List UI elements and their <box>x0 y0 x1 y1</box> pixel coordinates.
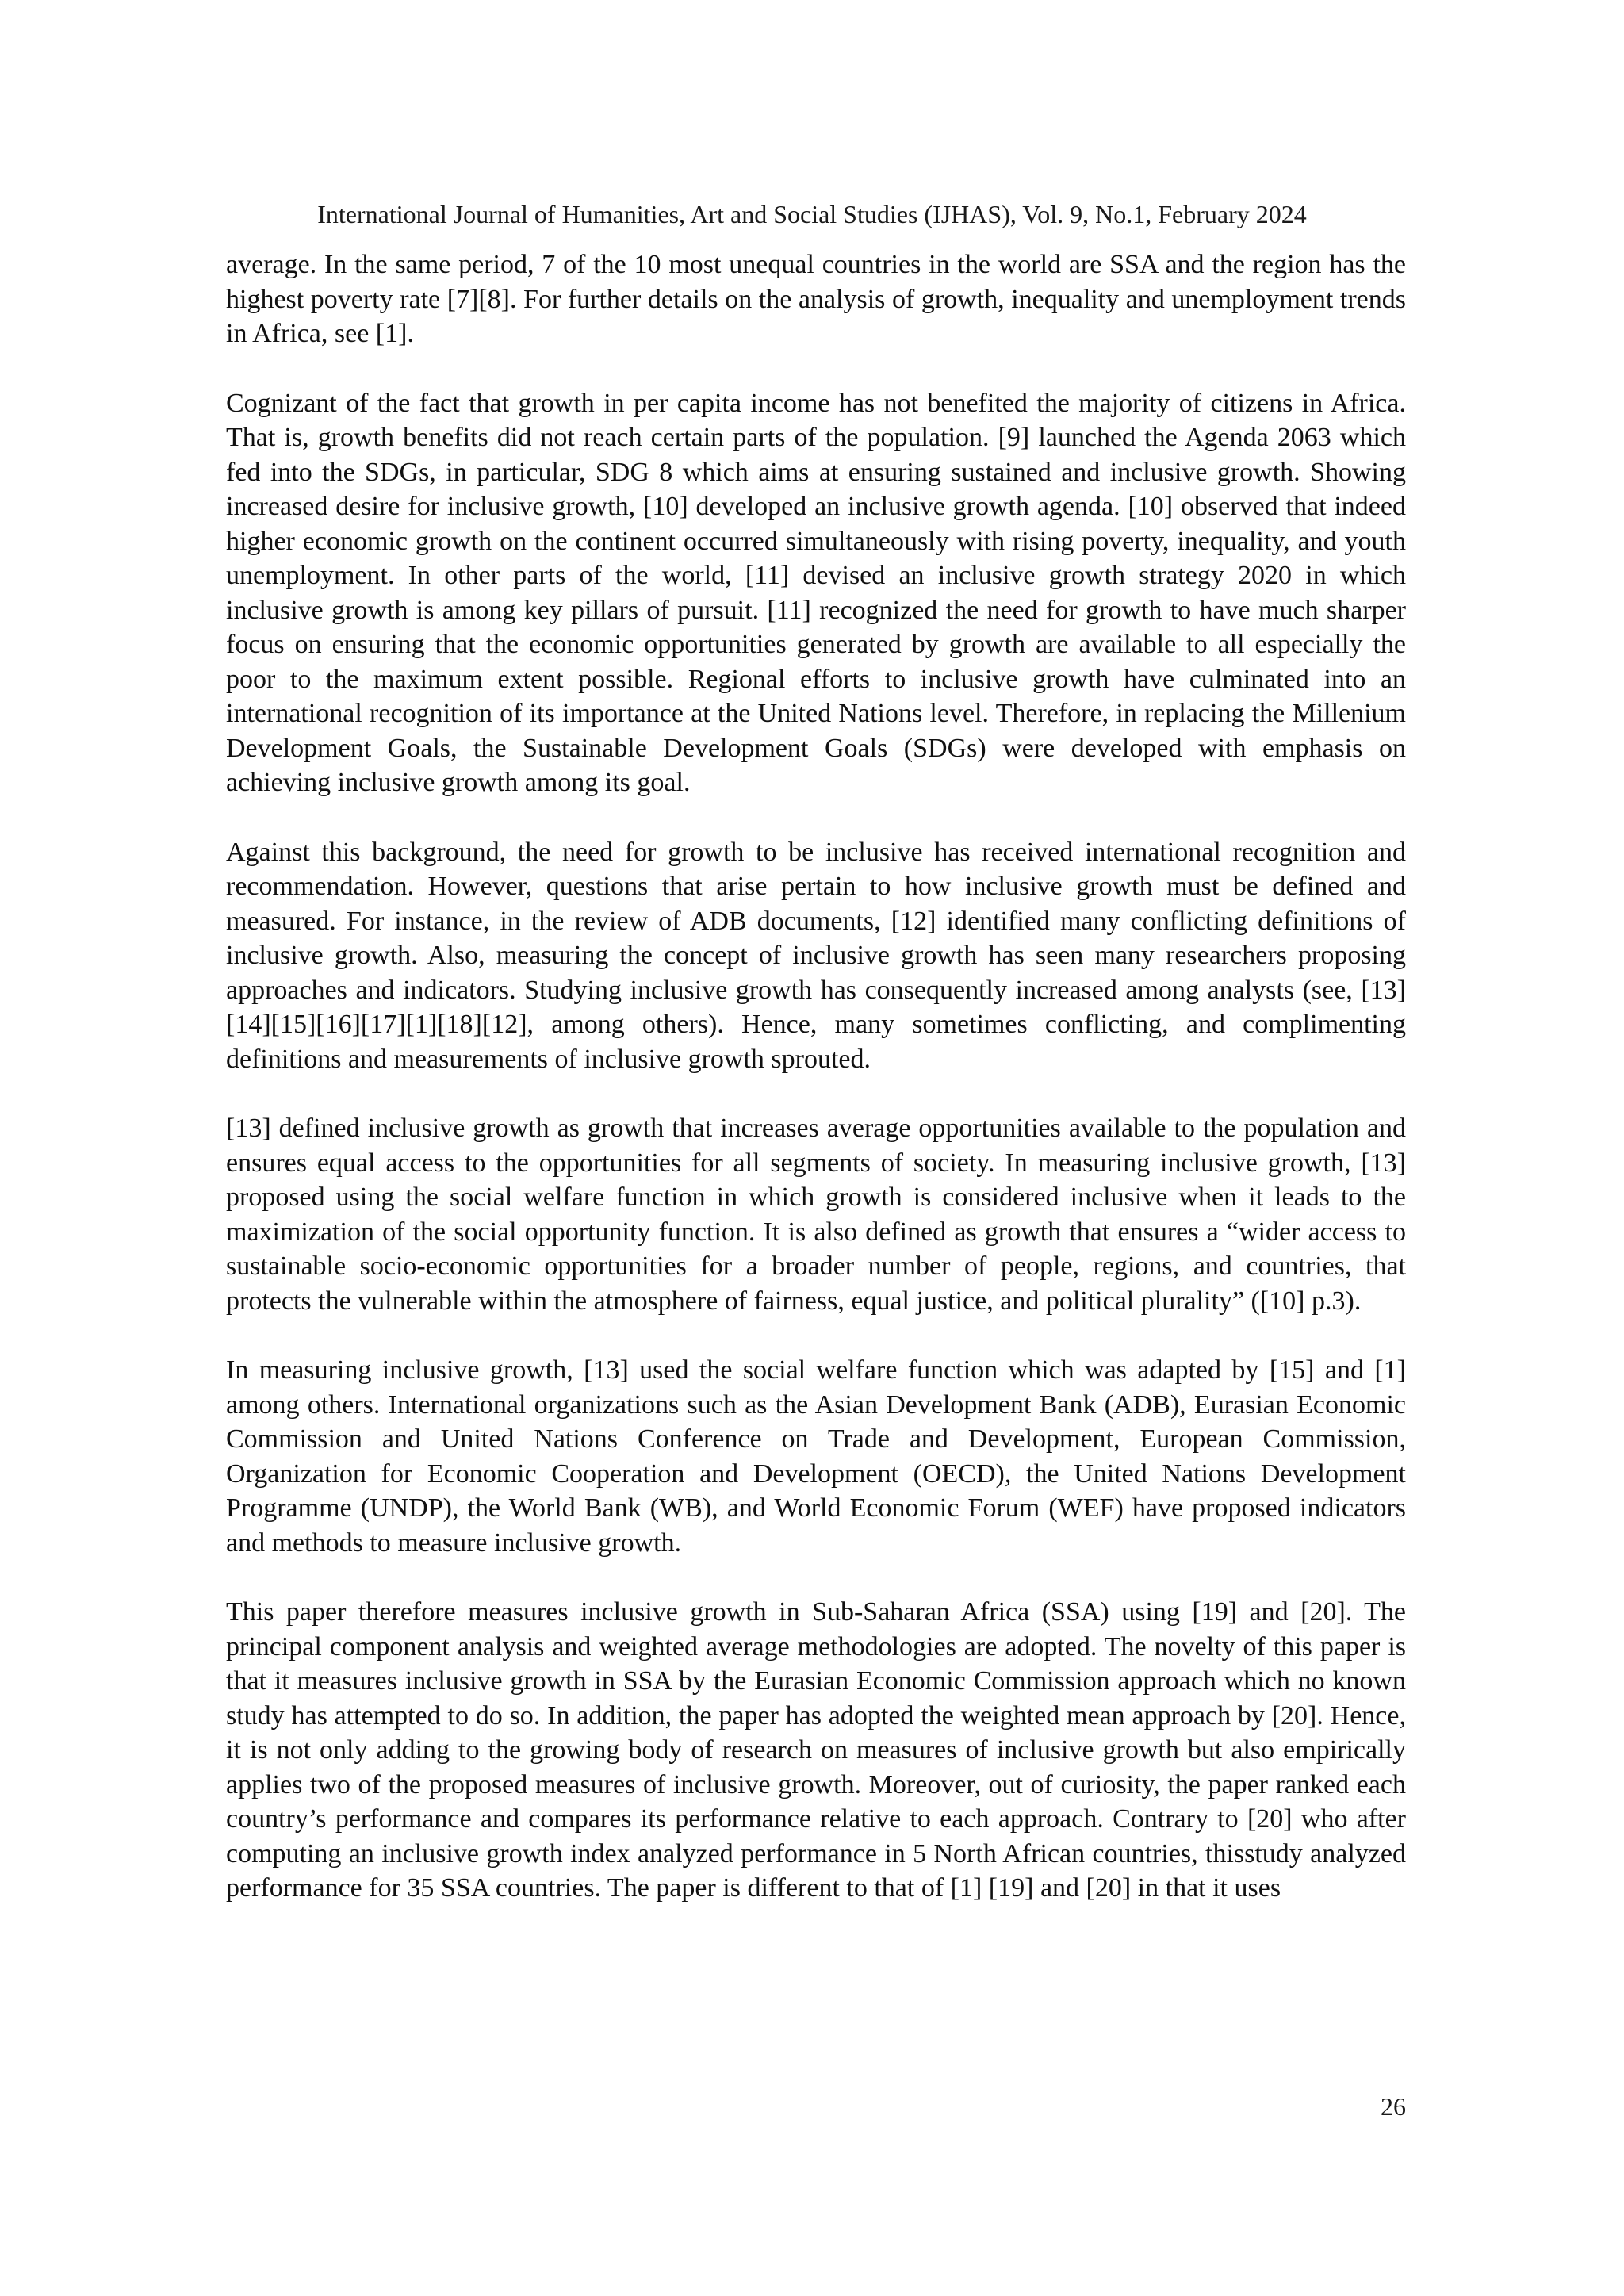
paragraph-1: average. In the same period, 7 of the 10 most unequal countries in the world are SSA and the region has the highest poverty rate [7][8]. For further details on the analysis of growth, inequality and unemployment trends in Africa, see [1]. <box>226 250 1406 348</box>
paragraph-2: Cognizant of the fact that growth in per capita income has not benefited the majority of citizens in Africa. That is, growth benefits did not reach certain parts of the population. [9] launched the Agenda 2063 which fed into the SDGs, in particular, SDG 8 which aims at ensuring sustained and inclusive growth. Showing increased desire for inclusive growth, [10] developed an inclusive growth agenda. [10] observed that indeed higher economic growth on the continent occurred simultaneously with rising poverty, inequality, and youth unemployment. In other parts of the world, [11] devised an inclusive growth strategy 2020 in which inclusive growth is among key pillars of pursuit. [11] recognized the need for growth to have much sharper focus on ensuring that the economic opportunities generated by growth are available to all especially the poor to the maximum extent possible. Regional efforts to inclusive growth have culminated into an international recognition of its importance at the United Nations level. Therefore, in replacing the Millenium Development Goals, the Sustainable Development Goals (SDGs) were developed with emphasis on achieving inclusive growth among its goal. <box>226 388 1406 797</box>
page-number: 26 <box>1381 2092 1406 2121</box>
article-body <box>226 247 1406 1941</box>
paragraph-3: Against this background, the need for growth to be inclusive has received international recognition and recommendation. However, questions that arise pertain to how inclusive growth must be defined and measured. For instance, in the review of ADB documents, [12] identified many conflicting definitions of inclusive growth. Also, measuring the concept of inclusive growth has seen many researchers proposing approaches and indicators. Studying inclusive growth has consequently increased among analysts (see, [13][14][15][16][17][1][18][12], among others). Hence, many sometimes conflicting, and complimenting definitions and measurements of inclusive growth sprouted. <box>226 837 1406 1074</box>
paragraph-4: [13] defined inclusive growth as growth that increases average opportunities available to the population and ensures equal access to the opportunities for all segments of society. In measuring inclusive growth, [13] proposed using the social welfare function in which growth is considered inclusive when it leads to the maximization of the social opportunity function. It is also defined as growth that ensures a “wider access to sustainable socio-economic opportunities for a broader number of people, regions, and countries, that protects the vulnerable within the atmosphere of fairness, equal justice, and political plurality” ([10] p.3). <box>226 1114 1406 1316</box>
paragraph-6: This paper therefore measures inclusive growth in Sub-Saharan Africa (SSA) using [19] and [20]. The principal component analysis and weighted average methodologies are adopted. The novelty of this paper is that it measures inclusive growth in SSA by the Eurasian Economic Commission approach which no known study has attempted to do so. In addition, the paper has adopted the weighted mean approach by [20]. Hence, it is not only adding to the growing body of research on measures of inclusive growth but also empirically applies two of the proposed measures of inclusive growth. Moreover, out of curiosity, the paper ranked each country’s performance and compares its performance relative to each approach. Contrary to [20] who after computing an inclusive growth index analyzed performance in 5 North African countries, thisstudy analyzed performance for 35 SSA countries. The paper is different to that of [1] [19] and [20] in that it uses <box>226 1597 1406 1903</box>
paragraph-5: In measuring inclusive growth, [13] used the social welfare function which was adapted by [15] and [1] among others. International organizations such as the Asian Development Bank (ADB), Eurasian Economic Commission and United Nations Conference on Trade and Development, European Commission, Organization for Economic Cooperation and Development (OECD), the United Nations Development Programme (UNDP), the World Bank (WB), and World Economic Forum (WEF) have proposed indicators and methods to measure inclusive growth. <box>226 1355 1406 1558</box>
running-header: International Journal of Humanities, Art and Social Studies (IJHAS), Vol. 9, No.1, February 2024 <box>317 200 1307 228</box>
